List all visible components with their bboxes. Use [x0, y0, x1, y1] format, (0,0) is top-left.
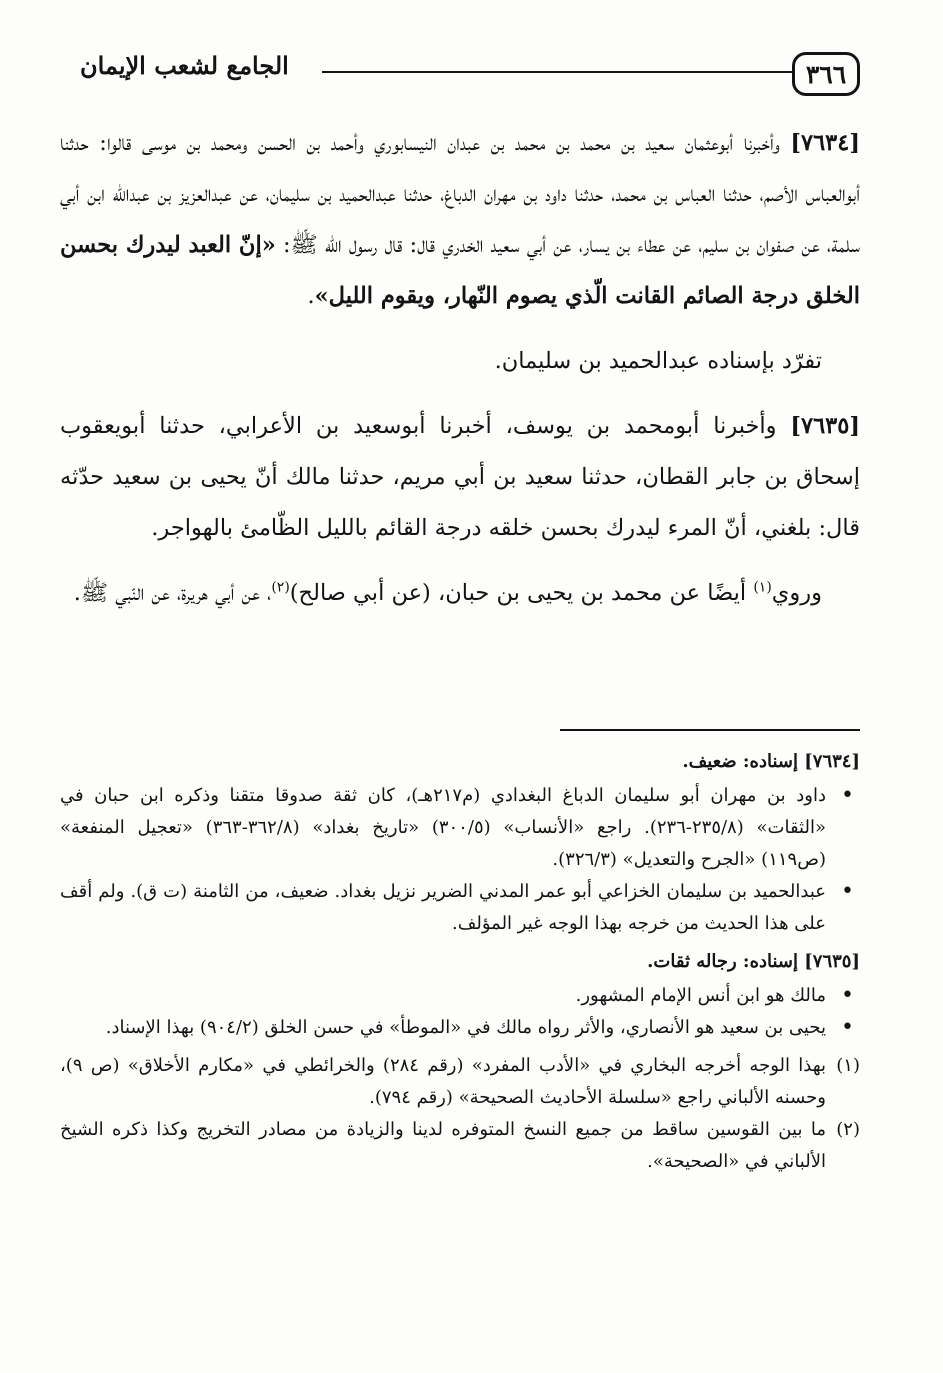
footnote-ref-1[interactable]: (١): [753, 579, 772, 596]
footnote-mark: (١): [836, 1055, 860, 1076]
running-header: [60, 44, 860, 102]
footnote-separator: [560, 729, 860, 731]
hadith-comment: تفرّد بإسناده عبدالحميد بن سليمان.: [494, 348, 822, 374]
footnotes: [60, 746, 860, 1178]
riwaya-line: [60, 568, 860, 619]
hadith-isnad: وأخبرنا أبوعثمان سعيد بن محمد بن محمد بن عبدان النيسابوري وأحمد بن الحسن ومحمد بن موسى قالوا: حدثنا أبوالعباس الأصم، حدثنا العباس بن محمد، حدثنا داود بن مهران الدباغ، حدثنا عبدالحميد بن سليمان، عن عبدالعزيز بن عبدالله ابن أبي سلمة، عن صفوان بن سليم، عن عطاء بن يسار، عن أبي سعيد الخدري قال: قال رسول الله ﷺ:: [60, 130, 861, 258]
footnote-mark: (٢): [836, 1119, 860, 1140]
footnote-text: بهذا الوجه أخرجه البخاري في «الأدب المفرد» (رقم ٢٨٤) والخرائطي في «مكارم الأخلاق» (ص ٩)، وحسنه الألباني راجع «سلسلة الأحاديث الصحيحة» (رقم ٧٩٤).: [60, 1055, 826, 1108]
note-7634-label: [٧٦٣٤] إسناده: ضعيف.: [682, 751, 860, 772]
note-bullet: • مالك هو ابن أنس الإمام المشهور.: [60, 980, 860, 1012]
footnote-ref-2[interactable]: (٢): [271, 579, 290, 596]
note-bullet: • عبدالحميد بن سليمان الخزاعي أبو عمر المدني الضرير نزيل بغداد. ضعيف، من الثامنة (ت ق). ولم أقف على هذا الحديث من خرجه بهذا الوجه غير المؤلف.: [60, 876, 860, 940]
note-bullet: • داود بن مهران أبو سليمان الدباغ البغدادي (م٢١٧هـ)، كان ثقة صدوقا متقنا وذكره ابن حبان في «الثقات» (٢٣٥/٨-٢٣٦). راجع «الأنساب» (٣٠٠/٥) «تاريخ بغداد» (٣٦٢/٨-٣٦٣) «تعجيل المنفعة» (ص١١٩) «الجرح والتعديل» (٣٢٦/٣).: [60, 780, 860, 876]
main-text: [60, 118, 860, 619]
header-rule: [322, 71, 792, 73]
footnote-text: ما بين القوسين ساقط من جميع النسخ المتوفره لدينا والزيادة من مصادر التخريج وكذا ذكره الشيخ الألباني في «الصحيحة».: [60, 1119, 826, 1172]
riwaya-part-c: ، عن أبي هريرة، عن النّبي ﷺ.: [73, 580, 272, 606]
page-number: ٣٦٦: [792, 52, 860, 96]
footnote-2: [60, 1114, 860, 1178]
hadith-matn: «إنّ العبد ليدرك بحسن الخلق درجة الصائم القانت الّذي يصوم النّهار، ويقوم الليل»: [60, 232, 860, 309]
footnote-1: [60, 1050, 860, 1114]
note-7635-label: [٧٦٣٥] إسناده: رجاله ثقات.: [647, 951, 860, 972]
hadith-text: وأخبرنا أبومحمد بن يوسف، أخبرنا أبوسعيد بن الأعرابي، حدثنا أبويعقوب إسحاق بن جابر القطان، حدثنا سعيد بن أبي مريم، حدثنا مالك أنّ يحيى بن سعيد حدّثه قال: بلغني، أنّ المرء ليدرك بحسن خلقه درجة القائم بالليل الظّامئ بالهواجر.: [60, 413, 860, 541]
book-title: الجامع لشعب الإيمان: [80, 51, 289, 80]
note-bullet: • يحيى بن سعيد هو الأنصاري، والأثر رواه مالك في «الموطأ» في حسن الخلق (٩٠٤/٢) بهذا الإسناد.: [60, 1012, 860, 1044]
hadith-end: .: [307, 283, 315, 309]
hadith-7635: [60, 401, 860, 554]
hadith-number: [٧٦٣٥]: [790, 413, 860, 439]
hadith-number: [٧٦٣٤]: [790, 130, 860, 156]
hadith-7634: [60, 118, 860, 322]
riwaya-part-a: وروي: [771, 580, 822, 606]
riwaya-part-b: أيضًا عن محمد بن يحيى بن حبان، (عن أبي صالح): [289, 580, 747, 606]
